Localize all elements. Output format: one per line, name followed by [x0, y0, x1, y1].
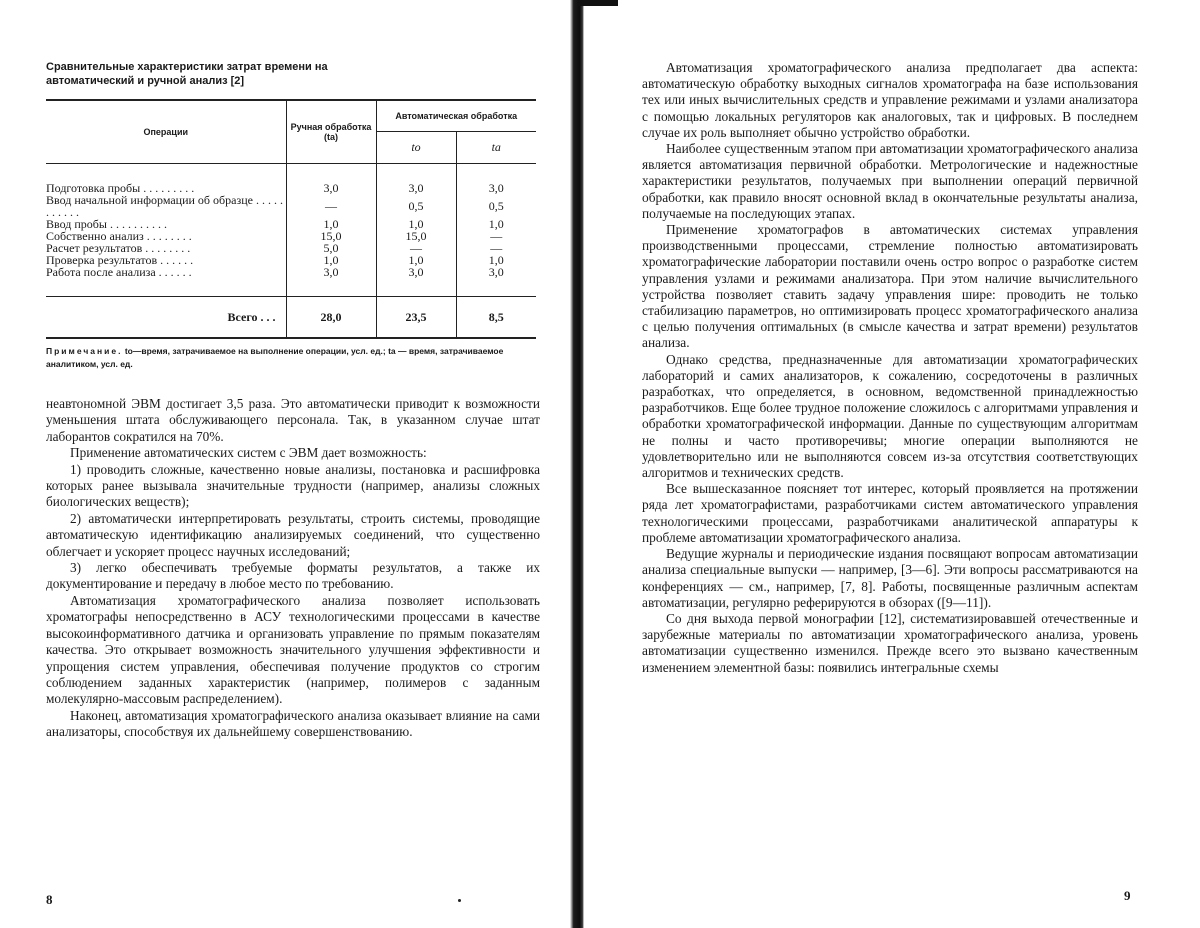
header-t-o: tо — [376, 132, 456, 164]
left-page — [0, 0, 570, 928]
row-t-o-cell: 0,5 — [376, 194, 456, 218]
row-t-a-cell: 1,0 — [456, 254, 536, 266]
table-row — [46, 194, 536, 218]
paragraph: Автоматизация хроматографического анализа предполагает два аспекта: автоматическую обработку выходных сигналов хроматографа на базе использования тех или иных вычислительных средств и управление режимами и узлами анализатора с помощью локальных регуляторов как аналоговых, так и цифровых. В последнем случае их роль выполняет обычно устройство обработки. — [642, 60, 1138, 140]
time-comparison-table — [46, 99, 536, 339]
paragraph: Однако средства, предназначенные для автоматизации хроматографических лабораторий и самих анализаторов, к сожалению, сосредоточены в различных разработках, что определяется, в основном, ведомственной принадлежностью разработчиков. Еще более трудное положение сложилось с алгоритмами управления и обработки хроматографической информации. Данные по существующим алгоритмам не полны и часто противоречивы; многие операции выполняются не удовлетворительно или не выполняются совсем из-за отсутствия соответствующих алгоритмов и технических средств. — [642, 351, 1138, 481]
row-operation-cell: Ввод начальной информации об образце . . . . . . . . . . . — [46, 193, 283, 219]
table-title: Сравнительные характеристики затрат времени на автоматический и ручной анализ [2] — [46, 61, 328, 87]
total-manual: 28,0 — [286, 297, 376, 339]
paragraph: Автоматизация хроматографического анализа позволяет использовать хроматографы непосредственно в АСУ технологическими процессами в качестве высокоинформативного датчика и организовать управление по прямым показателям качества. Это открывает возможность значительного улучшения эффективности и упрощения систем управления, обеспечивая получение продуктов со строгим соблюдением заданных характеристик (например, полимеров с заданным молекулярно-массовым распределением). — [46, 592, 540, 707]
paragraph: Все вышесказанное поясняет тот интерес, который проявляется на протяжении ряда лет хроматографистами, разработчиками систем автоматического управления технологическими процессами, разработчиками аналитической аппаратуры к проблеме автоматизации хроматографического анализа. — [642, 481, 1138, 545]
page-number: 9 — [1124, 888, 1131, 903]
row-operation-cell: Ввод пробы . . . . . . . . . . — [46, 217, 167, 231]
row-t-a-cell: 3,0 — [456, 266, 536, 278]
row-t-o-cell: 3,0 — [376, 266, 456, 278]
row-operation-cell: Проверка результатов . . . . . . — [46, 253, 194, 267]
row-t-a-cell: — — [456, 242, 536, 254]
total-t-a: 8,5 — [456, 297, 536, 339]
paragraph: Со дня выхода первой монографии [12], систематизировавшей отечественные и зарубежные материалы по автоматизации хроматографического анализа, уровень автоматизации существенно изменился. Прежде всего это вызвано качественным изменением элементной базы: появились интегральные схемы — [642, 610, 1138, 675]
row-t-o-cell: — — [376, 242, 456, 254]
table-row — [46, 266, 536, 278]
row-t-o-cell: 15,0 — [376, 230, 456, 242]
row-t-a-cell: — — [456, 230, 536, 242]
row-operation-cell: Расчет результатов . . . . . . . . — [46, 241, 191, 255]
row-manual-cell: 3,0 — [286, 182, 376, 194]
header-manual: Ручная обработка (tа) — [286, 100, 376, 164]
book-spine-shadow — [570, 0, 584, 928]
total-t-o: 23,5 — [376, 297, 456, 339]
list-item: 1) проводить сложные, качественно новые анализы, постановка и расшифровка которых ранее вызывала значительные трудности (например, анализы сложных биологических веществ); — [46, 461, 540, 510]
paragraph: неавтономной ЭВМ достигает 3,5 раза. Это автоматически приводит к возможности уменьшения штата обслуживающего персонала. Так, в указанном случае штат лаборантов сократился на 70%. — [46, 396, 540, 444]
paragraph: Применение хроматографов в автоматических системах управления производственными процессами, стремление полностью автоматизировать хроматографические лаборатории поставили очень остро вопрос о разработке систем управления узлами и режимами анализатора. При этом наличие вычислительного устройства позволяет ставить задачу управления шире: проводить не только стабилизацию параметров, но оптимизировать процесс хроматографического анализа с целью получения оптимальных (в смысле качества и затрат времени) результатов анализа. — [642, 222, 1138, 351]
row-manual-cell: 1,0 — [286, 254, 376, 266]
header-t-a: tа — [456, 132, 536, 164]
row-manual-cell: 3,0 — [286, 266, 376, 278]
table-total-row — [46, 297, 536, 339]
list-item: 3) легко обеспечивать требуемые форматы результатов, а также их документирование и передачу в любое место по требованию. — [46, 560, 540, 592]
row-manual-cell: 1,0 — [286, 218, 376, 230]
row-t-o-cell: 1,0 — [376, 218, 456, 230]
note-text: tо—время, затрачиваемое на выполнение операции, усл. ед.; tа — время, затрачиваемое аналитиком, усл. ед. — [46, 346, 504, 369]
row-t-o-cell: 1,0 — [376, 254, 456, 266]
paragraph: Ведущие журналы и периодические издания посвящают вопросам автоматизации анализа специальные выпуски — например, [3—6]. Эти вопросы рассматриваются на конференциях — см., например, [7, 8]. Работы, посвященные различным аспектам автоматизации, регулярно реферируются в обзорах ([9—11]). — [642, 546, 1138, 610]
row-operation-cell: Собственно анализ . . . . . . . . — [46, 229, 192, 243]
row-t-a-cell: 0,5 — [456, 194, 536, 218]
row-manual-cell: 15,0 — [286, 230, 376, 242]
paragraph: Применение автоматических систем с ЭВМ дает возможность: — [70, 445, 427, 461]
scan-speck — [458, 899, 461, 902]
row-t-a-cell: 3,0 — [456, 182, 536, 194]
row-manual-cell: — — [286, 194, 376, 218]
left-body-text — [46, 396, 540, 741]
row-t-a-cell: 1,0 — [456, 218, 536, 230]
page-number: 8 — [46, 892, 53, 907]
right-body-text — [642, 60, 1138, 676]
paragraph: Наиболее существенным этапом при автоматизации хроматографического анализа является автоматизация первичной обработки. Метрологические и надежностные характеристики результатов, получаемых при выполнении операций первичной обработки, как правило вносят основной вклад в окончательные результаты анализа, получаемые на последующих этапах. — [642, 141, 1138, 221]
total-label: Всего . . . — [46, 297, 286, 339]
row-manual-cell: 5,0 — [286, 242, 376, 254]
paragraph: Наконец, автоматизация хроматографического анализа оказывает влияние на сами анализаторы, способствуя их дальнейшему совершенствованию. — [46, 707, 540, 740]
table-note — [46, 345, 540, 371]
list-item: 2) автоматически интерпретировать результаты, строить системы, проводящие автоматическую идентификацию анализируемых соединений, что существенно облегчает и ускоряет процесс научных исследований; — [46, 510, 540, 559]
row-operation-cell: Подготовка пробы . . . . . . . . . — [46, 181, 195, 195]
row-t-o-cell: 3,0 — [376, 182, 456, 194]
header-operations: Операции — [46, 100, 286, 164]
row-operation-cell: Работа после анализа . . . . . . — [46, 265, 192, 279]
header-automatic: Автоматическая обработка — [376, 100, 536, 132]
note-lead: Примечание. — [46, 346, 123, 356]
